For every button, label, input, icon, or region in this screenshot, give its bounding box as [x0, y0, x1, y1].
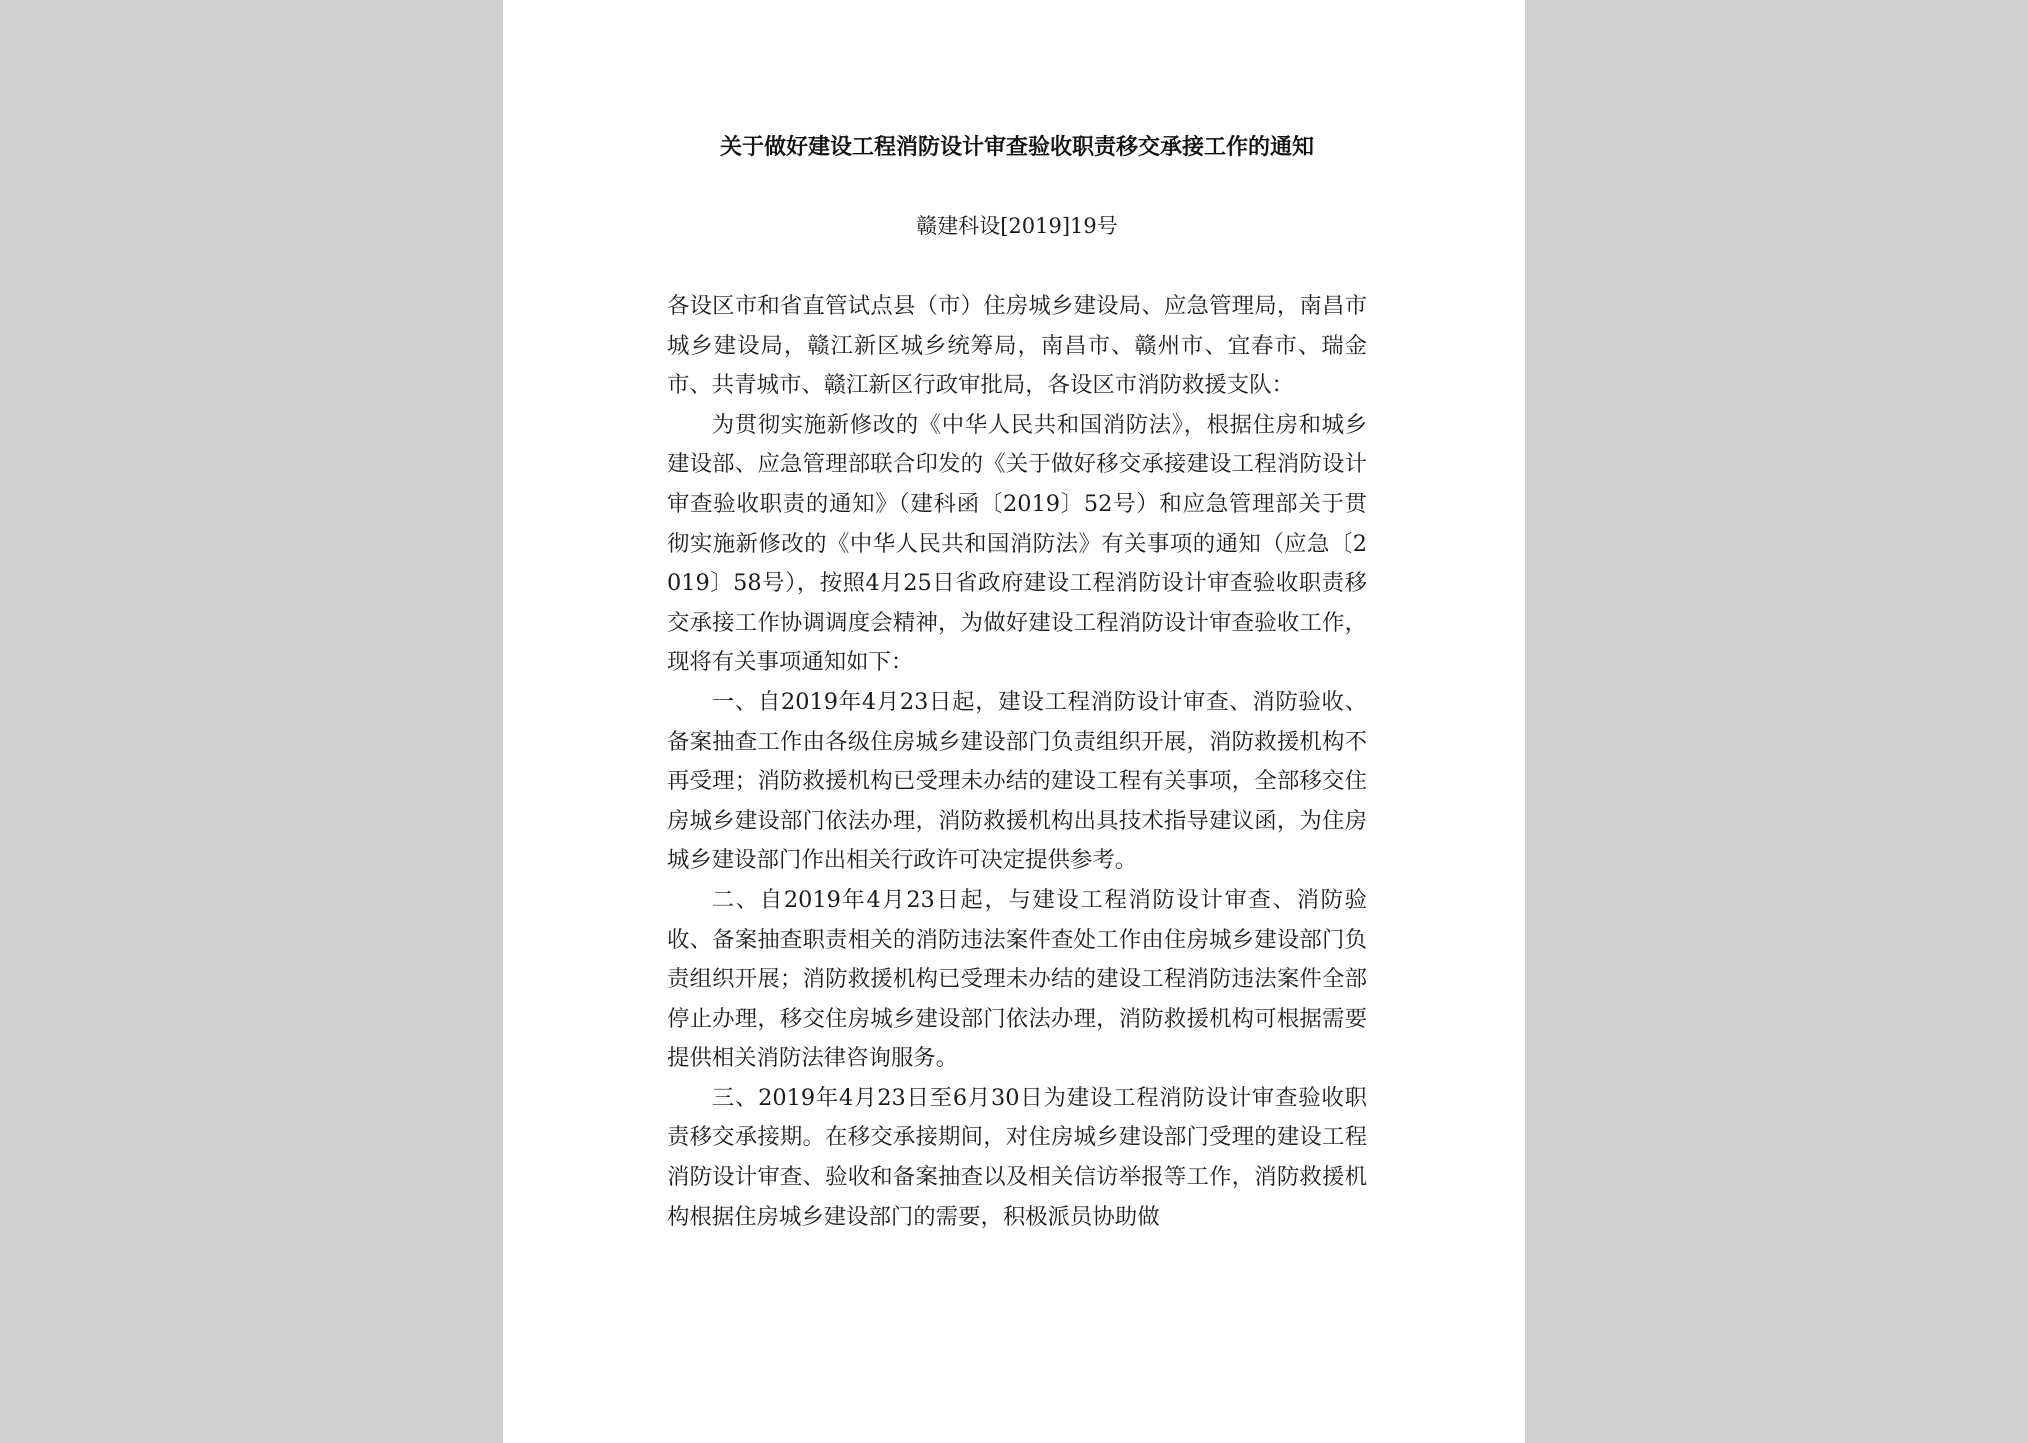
document-title: 关于做好建设工程消防设计审查验收职责移交承接工作的通知 — [719, 134, 1314, 160]
paragraph-intro: 为贯彻实施新修改的《中华人民共和国消防法》，根据住房和城乡建设部、应急管理部联合印发的《关于做好移交承接建设工程消防设计审查验收职责的通知》（建科函〔2019〕52号）和应急管理部关于贯彻实施新修改的《中华人民共和国消防法》有关事项的通知（应急〔2019〕58号），按照4月25日省政府建设工程消防设计审查验收职责移交承接工作协调调度会精神，为做好建设工程消防设计审查验收工作，现将有关事项通知如下： — [667, 411, 1367, 676]
paragraph-item-1: 一、自2019年4月23日起，建设工程消防设计审查、消防验收、备案抽查工作由各级住房城乡建设部门负责组织开展，消防救援机构不再受理；消防救援机构已受理未办结的建设工程有关事项，全部移交住房城乡建设部门依法办理，消防救援机构出具技术指导建议函，为住房城乡建设部门作出相关行政许可决定提供参考。 — [667, 688, 1367, 874]
salutation: 各设区市和省直管试点县（市）住房城乡建设局、应急管理局，南昌市城乡建设局，赣江新区城乡统筹局，南昌市、赣州市、宜春市、瑞金市、共青城市、赣江新区行政审批局，各设区市消防救援支队： — [667, 293, 1367, 399]
document-page — [503, 0, 1525, 1443]
document-number: 赣建科设[2019]19号 — [916, 214, 1118, 238]
document-body — [667, 287, 1367, 1237]
paragraph-item-2: 二、自2019年4月23日起，与建设工程消防设计审查、消防验收、备案抽查职责相关的消防违法案件查处工作由住房城乡建设部门负责组织开展；消防救援机构已受理未办结的建设工程消防违法案件全部停止办理，移交住房城乡建设部门依法办理，消防救援机构可根据需要提供相关消防法律咨询服务。 — [667, 886, 1367, 1072]
paragraph-item-3: 三、2019年4月23日至6月30日为建设工程消防设计审查验收职责移交承接期。在移交承接期间，对住房城乡建设部门受理的建设工程消防设计审查、验收和备案抽查以及相关信访举报等工作，消防救援机构根据住房城乡建设部门的需要，积极派员协助做 — [667, 1084, 1367, 1230]
